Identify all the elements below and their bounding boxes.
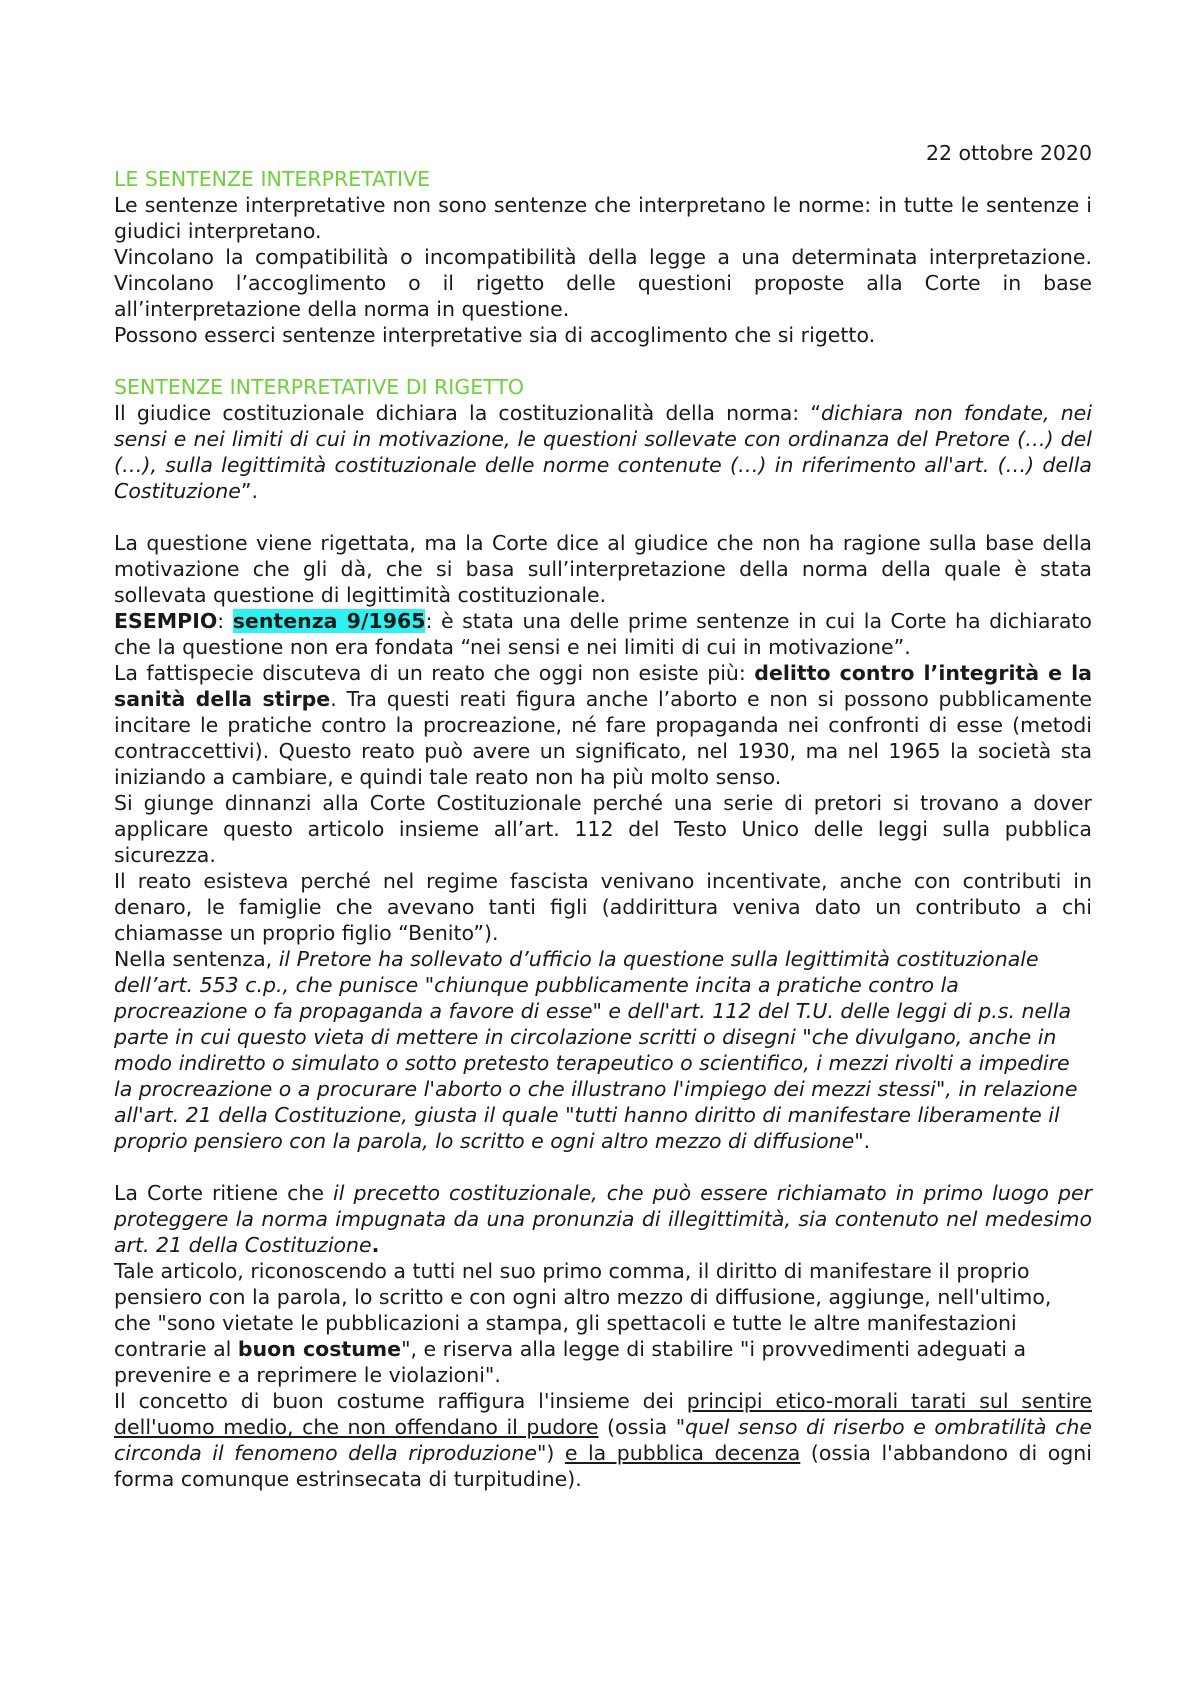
paragraph: Il giudice costituzionale dichiara la costituzionalità della norma: “dichiara non fondate, nei sensi e nei limiti di cui in motivazione, le questioni sollevate con ordinanza del Pretore (…) del (…), sulla legittimità costituzionale delle norme contenute (…) in riferimento all'art. (…) della Costituzione”.: [114, 401, 1092, 503]
paragraph: Si giunge dinnanzi alla Corte Costituzionale perché una serie di pretori si trovano a dover applicare questo articolo insieme all’art. 112 del Testo Unico delle leggi sulla pubblica sicurezza.: [114, 791, 1092, 867]
paragraph: Le sentenze interpretative non sono sentenze che interpretano le norme: in tutte le sentenze i giudici interpretano.: [114, 193, 1092, 243]
paragraph: Il reato esisteva perché nel regime fascista venivano incentivate, anche con contributi in denaro, le famiglie che avevano tanti figli (addirittura veniva dato un contributo a chi chiamasse un proprio figlio “Benito”).: [114, 869, 1092, 945]
bold-term: buon costume: [237, 1337, 402, 1361]
paragraph: Il concetto di buon costume raffigura l'insieme dei principi etico-morali tarati sul sentire dell'uomo medio, che non offendano il pudore (ossia "quel senso di riserbo e ombratilità che circonda il fenomeno della riproduzione") e la pubblica decenza (ossia l'abbandono di ogni forma comunque estrinsecata di turpitudine).: [114, 1389, 1092, 1491]
document-date: 22 ottobre 2020: [925, 141, 1092, 165]
paragraph: Possono esserci sentenze interpretative sia di accoglimento che si rigetto.: [114, 323, 876, 347]
paragraph: Tale articolo, riconoscendo a tutti nel suo primo comma, il diritto di manifestare il proprio pensiero con la parola, lo scritto e con ogni altro mezzo di diffusione, aggiunge, nell'ultimo, che "sono vietate le pubblicazioni a stampa, gli spettacoli e tutte le altre manifestazioni contrarie al buon costume", e riserva alla legge di stabilire "i provvedimenti adeguati a prevenire e a reprimere le violazioni".: [114, 1259, 1052, 1387]
example-paragraph: ESEMPIO: sentenza 9/1965: è stata una delle prime sentenze in cui la Corte ha dichiarato che la questione non era fondata “nei sensi e nei limiti di cui in motivazione”.: [114, 609, 1092, 659]
bold-crime-name: delitto contro l’integrità e la sanità della stirpe: [114, 661, 1092, 711]
example-label: ESEMPIO: [114, 609, 218, 633]
blank-line: [114, 348, 1092, 374]
paragraph: La Corte ritiene che il precetto costituzionale, che può essere richiamato in primo luogo per proteggere la norma impugnata da una pronunzia di illegittimità, sia contenuto nel medesimo art. 21 della Costituzione.: [114, 1181, 1092, 1257]
highlighted-sentence-ref: sentenza 9/1965: [232, 609, 426, 633]
blank-line: [114, 1154, 1092, 1180]
underlined-text: principi etico-morali tarati sul sentire dell'uomo medio, che non offendano il pudore: [114, 1389, 1092, 1439]
underlined-text: e la pubblica decenza: [564, 1441, 801, 1465]
paragraph: La questione viene rigettata, ma la Corte dice al giudice che non ha ragione sulla base della motivazione che gli dà, che si basa sull’interpretazione della norma della quale è stata sollevata questione di legittimità costituzionale.: [114, 531, 1092, 607]
blank-line: [114, 504, 1092, 530]
italic-quote: il precetto costituzionale, che può essere richiamato in primo luogo per proteggere la norma impugnata da una pronunzia di illegittimità, sia contenuto nel medesimo art. 21 della Costituzione: [114, 1181, 1092, 1257]
section-heading-sentenze-interpretative: LE SENTENZE INTERPRETATIVE: [114, 167, 431, 191]
paragraph: Vincolano la compatibilità o incompatibilità della legge a una determinata interpretazione. Vincolano l’accoglimento o il rigetto delle questioni proposte alla Corte in base all’interpretazione della norma in questione.: [114, 245, 1092, 321]
italic-quote: il Pretore ha sollevato d’ufficio la questione sulla legittimità costituzionale dell’art. 553 c.p., che punisce "chiunque pubblicamente incita a pratiche contro la procreazione o fa propaganda a favore di esse" e dell'art. 112 del T.U. delle leggi di p.s. nella parte in cui questo vieta di mettere in circolazione scritti o disegni "che divulgano, anche in modo indiretto o simulato o sotto pretesto terapeutico o scientifico, i mezzi rivolti a impedire la procreazione o a procurare l'aborto o che illustrano l'impiego dei mezzi stessi", in relazione all'art. 21 della Costituzione, giusta il quale "tutti hanno diritto di manifestare liberamente il proprio pensiero con la parola, lo scritto e ogni altro mezzo di diffusione: [114, 947, 1078, 1153]
section-heading-rigetto: SENTENZE INTERPRETATIVE DI RIGETTO: [114, 375, 524, 399]
paragraph: La fattispecie discuteva di un reato che oggi non esiste più: delitto contro l’integrità e la sanità della stirpe. Tra questi reati figura anche l’aborto e non si possono pubblicamente incitare le pratiche contro la procreazione, né fare propaganda nei confronti di esse (metodi contraccettivi). Questo reato può avere un significato, nel 1930, ma nel 1965 la società sta iniziando a cambiare, e quindi tale reato non ha più molto senso.: [114, 661, 1092, 789]
paragraph: Nella sentenza, il Pretore ha sollevato d’ufficio la questione sulla legittimità costituzionale dell’art. 553 c.p., che punisce "chiunque pubblicamente incita a pratiche contro la procreazione o fa propaganda a favore di esse" e dell'art. 112 del T.U. delle leggi di p.s. nella parte in cui questo vieta di mettere in circolazione scritti o disegni "che divulgano, anche in modo indiretto o simulato o sotto pretesto terapeutico o scientifico, i mezzi rivolti a impedire la procreazione o a procurare l'aborto o che illustrano l'impiego dei mezzi stessi", in relazione all'art. 21 della Costituzione, giusta il quale "tutti hanno diritto di manifestare liberamente il proprio pensiero con la parola, lo scritto e ogni altro mezzo di diffusione".: [114, 947, 1078, 1153]
quoted-formula: dichiara non fondate, nei sensi e nei limiti di cui in motivazione, le questioni sollevate con ordinanza del Pretore (…) del (…), sulla legittimità costituzionale delle norme contenute (…) in riferimento all'art. (…) della Costituzione: [114, 401, 1092, 503]
italic-quote: quel senso di riserbo e ombratilità che circonda il fenomeno della riproduzione: [114, 1415, 1092, 1465]
